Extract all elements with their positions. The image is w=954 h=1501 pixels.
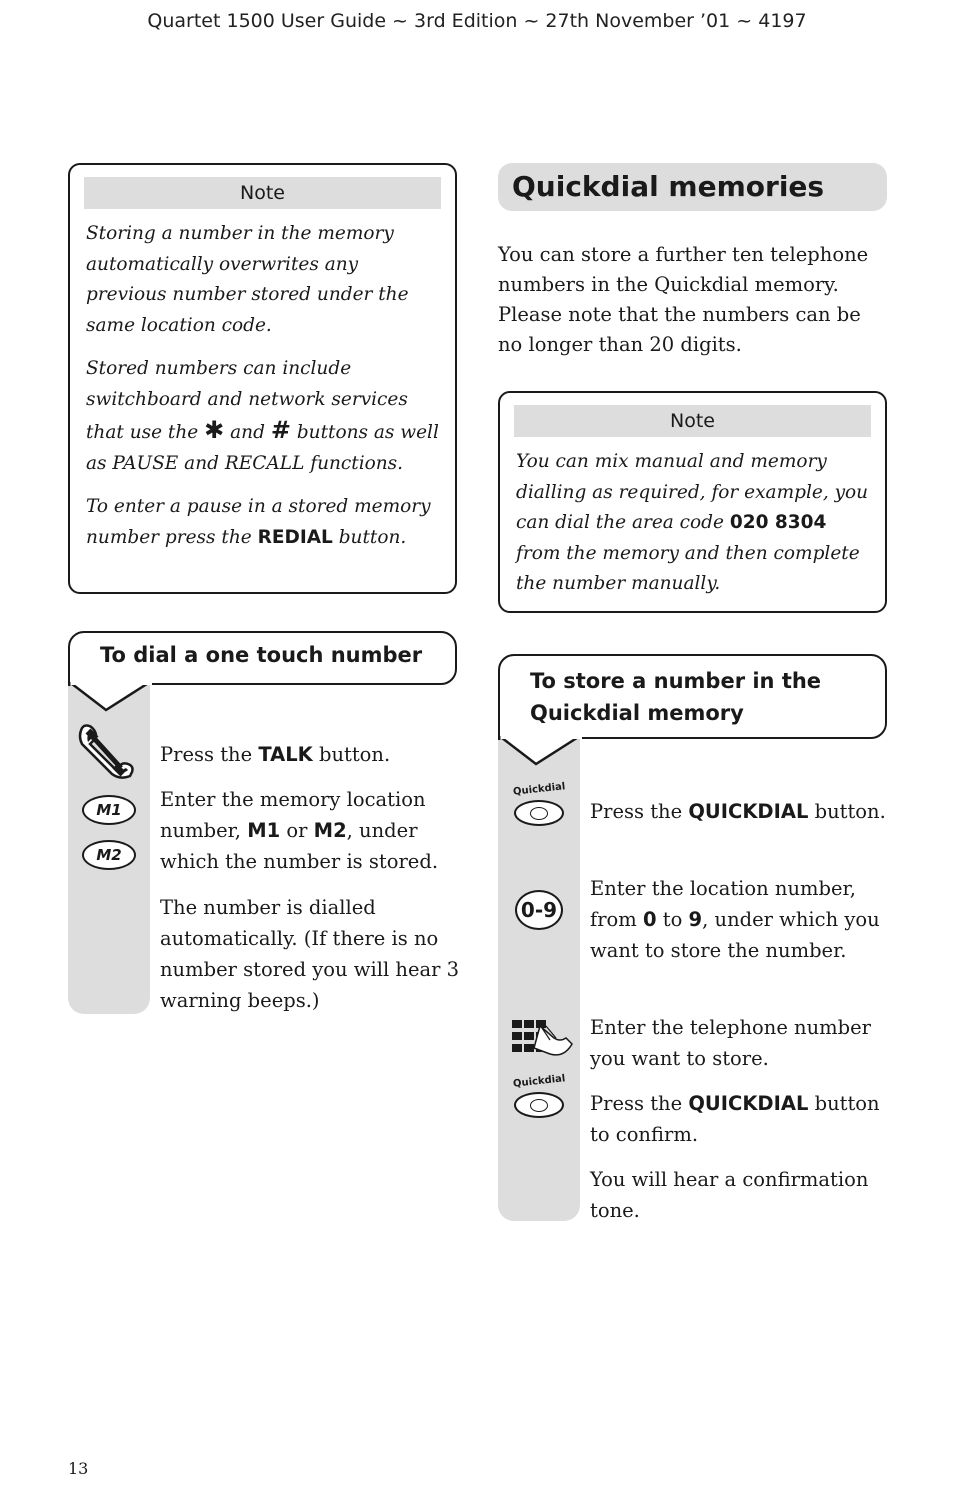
note-title: Note bbox=[514, 405, 871, 437]
step-text: to bbox=[662, 908, 683, 931]
quickdial-key-icon bbox=[514, 1092, 564, 1118]
note-text: buttons as well as PAUSE and RECALL functions. bbox=[86, 422, 439, 474]
step-confirm-quickdial bbox=[590, 1088, 890, 1150]
note-text: Stored numbers can include switchboard and network services that use the bbox=[86, 358, 408, 443]
step-auto-dial: The number is dialled automatically. (If there is no number stored you will hear 3 warning beeps.) bbox=[160, 896, 460, 1012]
step-text: Enter the memory location number, bbox=[160, 788, 426, 842]
star-key-icon: ✱ bbox=[204, 416, 225, 444]
step-text: , under which you want to store the number. bbox=[590, 908, 880, 962]
callout-tail bbox=[498, 736, 582, 768]
digit-0-label: 0 bbox=[642, 908, 657, 931]
quickdial-key-icon bbox=[514, 800, 564, 826]
note-box-memory bbox=[68, 163, 457, 594]
note-paragraph-overwrite: Storing a number in the memory automatically overwrites any previous number stored under the same location code. bbox=[86, 223, 409, 336]
step-text: Enter the location number, from bbox=[590, 877, 856, 931]
note-paragraph-mix bbox=[514, 447, 871, 600]
quickdial-label: Quickdial bbox=[512, 1073, 566, 1090]
hash-key-icon: # bbox=[270, 416, 291, 444]
procedure-title-line: Quickdial memory bbox=[530, 701, 744, 725]
note-paragraph-pause bbox=[84, 492, 441, 553]
step-text: Press the bbox=[590, 800, 683, 823]
step-press-quickdial bbox=[590, 796, 890, 827]
procedure-title-store-quickdial bbox=[498, 654, 887, 739]
note-text: You can mix manual and memory dialling as required, for example, you can dial the area code bbox=[516, 451, 869, 533]
procedure-title-line: To store a number in the bbox=[530, 669, 822, 693]
step-confirmation-tone: You will hear a confirmation tone. bbox=[590, 1168, 869, 1222]
step-text: Press the bbox=[590, 1092, 683, 1115]
page-number: 13 bbox=[68, 1459, 89, 1478]
note-title: Note bbox=[84, 177, 441, 209]
step-enter-telephone-number: Enter the telephone number you want to store. bbox=[590, 1016, 872, 1070]
m2-key-label: M2 bbox=[313, 819, 347, 842]
note-text: To enter a pause in a stored memory number press the bbox=[86, 496, 431, 548]
step-text: button. bbox=[814, 800, 886, 823]
step-text: Press the bbox=[160, 743, 253, 766]
m1-key-icon: M1 bbox=[82, 795, 136, 825]
step-text: or bbox=[286, 819, 308, 842]
procedure-title-dial-one-touch: To dial a one touch number bbox=[68, 631, 457, 685]
quickdial-intro: You can store a further ten telephone numbers in the Quickdial memory. Please note that the numbers can be no longer than 20 digits. bbox=[498, 243, 869, 356]
note-text: and bbox=[230, 422, 265, 443]
step-enter-location-number bbox=[590, 873, 890, 966]
note-box-mix-dialling bbox=[498, 391, 887, 613]
talk-key-label: TALK bbox=[258, 743, 313, 766]
keypad-icon bbox=[510, 1018, 576, 1062]
digit-9-label: 9 bbox=[688, 908, 703, 931]
note-text: button. bbox=[338, 526, 407, 548]
section-heading-quickdial: Quickdial memories bbox=[498, 163, 887, 211]
handset-icon bbox=[76, 722, 138, 782]
note-text: from the memory and then complete the number manually. bbox=[516, 542, 860, 594]
area-code: 020 8304 bbox=[729, 512, 827, 533]
step-text: button. bbox=[318, 743, 391, 766]
note-paragraph-services bbox=[84, 354, 441, 479]
quickdial-label: Quickdial bbox=[512, 781, 566, 798]
redial-key-label: REDIAL bbox=[257, 526, 333, 548]
callout-tail bbox=[68, 682, 152, 714]
step-text: , under which the number is stored. bbox=[160, 819, 439, 873]
step-press-talk bbox=[160, 739, 460, 770]
range-key-icon: 0-9 bbox=[515, 890, 563, 930]
page-header: Quartet 1500 User Guide ~ 3rd Edition ~ 27th November ’01 ~ 4197 bbox=[147, 10, 807, 32]
quickdial-key-label: QUICKDIAL bbox=[688, 800, 809, 823]
m2-key-icon: M2 bbox=[82, 840, 136, 870]
step-enter-location bbox=[160, 784, 460, 877]
step-text: button to confirm. bbox=[590, 1092, 880, 1146]
m1-key-label: M1 bbox=[247, 819, 281, 842]
quickdial-key-label: QUICKDIAL bbox=[688, 1092, 809, 1115]
